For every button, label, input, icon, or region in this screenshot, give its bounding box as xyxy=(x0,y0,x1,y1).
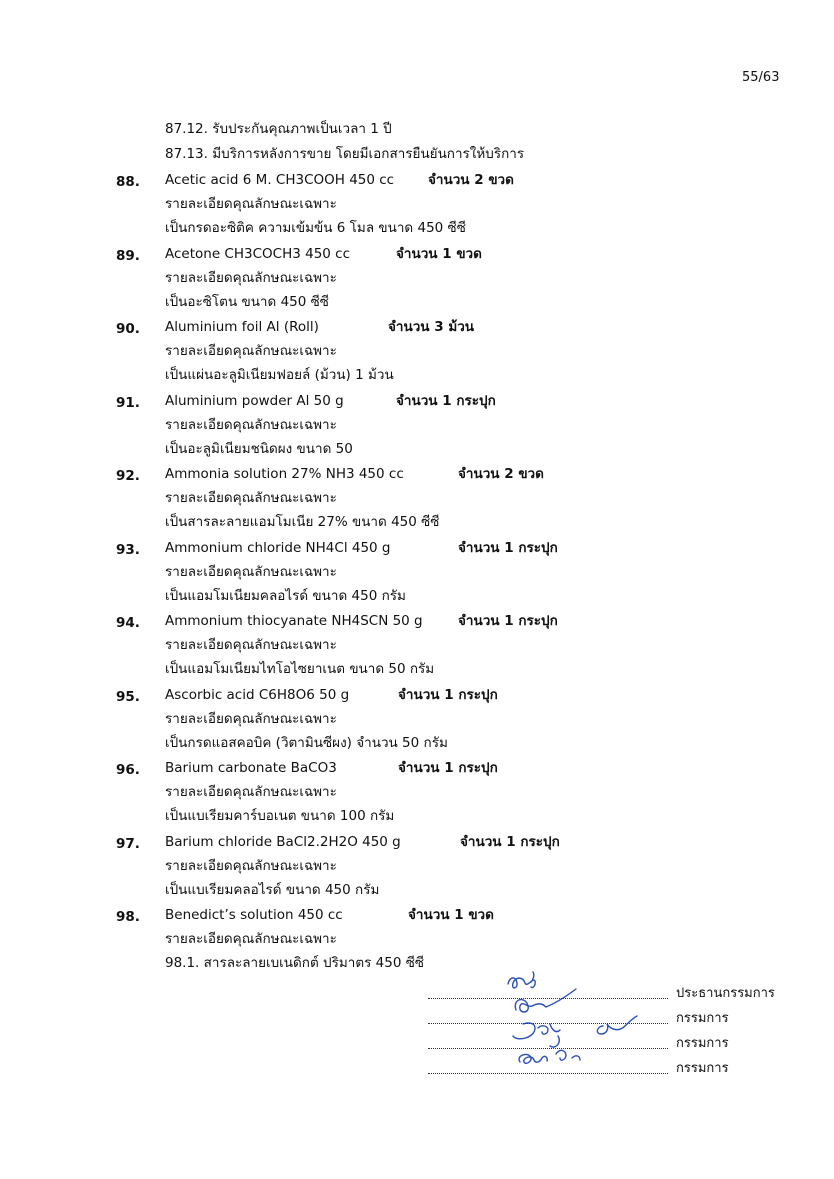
item-number: 95. xyxy=(116,688,140,705)
item-description: เป็นแอมโมเนียมไทโอไซยาเนต ขนาด 50 กรัม xyxy=(165,661,435,677)
item-quantity: จำนวน 2 ขวด xyxy=(428,172,514,188)
item-quantity: จำนวน 1 กระปุก xyxy=(458,539,558,556)
item-description: เป็นแอมโมเนียมคลอไรด์ ขนาด 450 กรัม xyxy=(165,587,406,604)
item-name: Ammonia solution 27% NH3 450 cc xyxy=(165,466,404,482)
signature-block xyxy=(428,980,808,1080)
item-name: Ammonium chloride NH4Cl 450 g xyxy=(165,539,391,556)
item-quantity: จำนวน 3 ม้วน xyxy=(388,319,475,335)
item-description: เป็นสารละลายแอมโมเนีย 27% ขนาด 450 ซีซี xyxy=(165,514,440,530)
signature-line-member-1: กรรมการ xyxy=(428,1005,808,1030)
item-number: 92. xyxy=(116,468,140,484)
item-spec-label: รายละเอียดคุณลักษณะเฉพาะ xyxy=(165,269,337,286)
item-quantity: จำนวน 1 กระปุก xyxy=(398,686,498,703)
item-number: 89. xyxy=(116,247,140,264)
item-spec-label: รายละเอียดคุณลักษณะเฉพาะ xyxy=(165,710,337,727)
item-spec-label: รายละเอียดคุณลักษณะเฉพาะ xyxy=(165,857,337,874)
item-quantity: จำนวน 1 ขวด xyxy=(408,907,494,923)
item-name: Aluminium foil Al (Roll) xyxy=(165,319,319,335)
item-description: เป็นแผ่นอะลูมิเนียมฟอยล์ (ม้วน) 1 ม้วน xyxy=(165,367,394,383)
item-quantity: จำนวน 1 กระปุก xyxy=(460,833,560,850)
item-number: 98. xyxy=(116,909,140,925)
signature-line-chairman: ประธานกรรมการ xyxy=(428,980,808,1005)
item-name: Acetic acid 6 M. CH3COOH 450 cc xyxy=(165,172,395,188)
item-name: Barium chloride BaCl2.2H2O 450 g xyxy=(165,833,401,850)
item-number: 90. xyxy=(116,321,140,337)
item-spec-label: รายละเอียดคุณลักษณะเฉพาะ xyxy=(165,196,337,212)
item-number: 93. xyxy=(116,541,140,558)
item-spec-label: รายละเอียดคุณลักษณะเฉพาะ xyxy=(165,343,337,359)
clause-87-13: 87.13. มีบริการหลังการขาย โดยมีเอกสารยืนยันการให้บริการ xyxy=(165,146,525,162)
item-description: เป็นกรดอะซิติค ความเข้มข้น 6 โมล ขนาด 450 ซีซี xyxy=(165,220,466,236)
item-description: เป็นกรดแอสคอบิค (วิตามินซีผง) จำนวน 50 กรัม xyxy=(165,734,448,751)
item-quantity: จำนวน 1 กระปุก xyxy=(398,760,498,776)
item-spec-label: รายละเอียดคุณลักษณะเฉพาะ xyxy=(165,416,337,433)
item-number: 94. xyxy=(116,615,140,631)
item-spec-label: รายละเอียดคุณลักษณะเฉพาะ xyxy=(165,637,337,653)
item-quantity: จำนวน 1 กระปุก xyxy=(458,613,558,629)
signature-line-member-3: กรรมการ xyxy=(428,1055,808,1080)
item-description: เป็นอะลูมิเนียมชนิดผง ขนาด 50 xyxy=(165,440,353,457)
item-name: Ammonium thiocyanate NH4SCN 50 g xyxy=(165,613,423,629)
clause-87-12: 87.12. รับประกันคุณภาพเป็นเวลา 1 ปี xyxy=(165,121,392,137)
item-description: เป็นแบเรียมคาร์บอเนต ขนาด 100 กรัม xyxy=(165,808,395,824)
signature-line-member-2: กรรมการ xyxy=(428,1030,808,1055)
item-spec-label: รายละเอียดคุณลักษณะเฉพาะ xyxy=(165,563,337,580)
item-quantity: จำนวน 1 กระปุก xyxy=(396,392,496,409)
item-spec-label: รายละเอียดคุณลักษณะเฉพาะ xyxy=(165,490,337,506)
page-number: 55/63 xyxy=(742,70,780,85)
item-spec-label: รายละเอียดคุณลักษณะเฉพาะ xyxy=(165,784,337,800)
item-description: 98.1. สารละลายเบเนดิกต์ ปริมาตร 450 ซีซี xyxy=(165,955,425,971)
item-quantity: จำนวน 2 ขวด xyxy=(458,466,544,482)
item-number: 96. xyxy=(116,762,140,778)
item-name: Barium carbonate BaCO3 xyxy=(165,760,337,776)
item-quantity: จำนวน 1 ขวด xyxy=(396,245,482,262)
item-name: Ascorbic acid C6H8O6 50 g xyxy=(165,686,350,703)
item-spec-label: รายละเอียดคุณลักษณะเฉพาะ xyxy=(165,931,337,947)
item-number: 97. xyxy=(116,835,140,852)
item-description: เป็นแบเรียมคลอไรด์ ขนาด 450 กรัม xyxy=(165,881,380,898)
item-number: 91. xyxy=(116,394,140,411)
item-name: Acetone CH3COCH3 450 cc xyxy=(165,245,351,262)
item-description: เป็นอะซิโตน ขนาด 450 ซีซี xyxy=(165,293,329,310)
item-number: 88. xyxy=(116,174,140,190)
item-name: Aluminium powder Al 50 g xyxy=(165,392,344,409)
item-name: Benedict’s solution 450 cc xyxy=(165,907,343,923)
